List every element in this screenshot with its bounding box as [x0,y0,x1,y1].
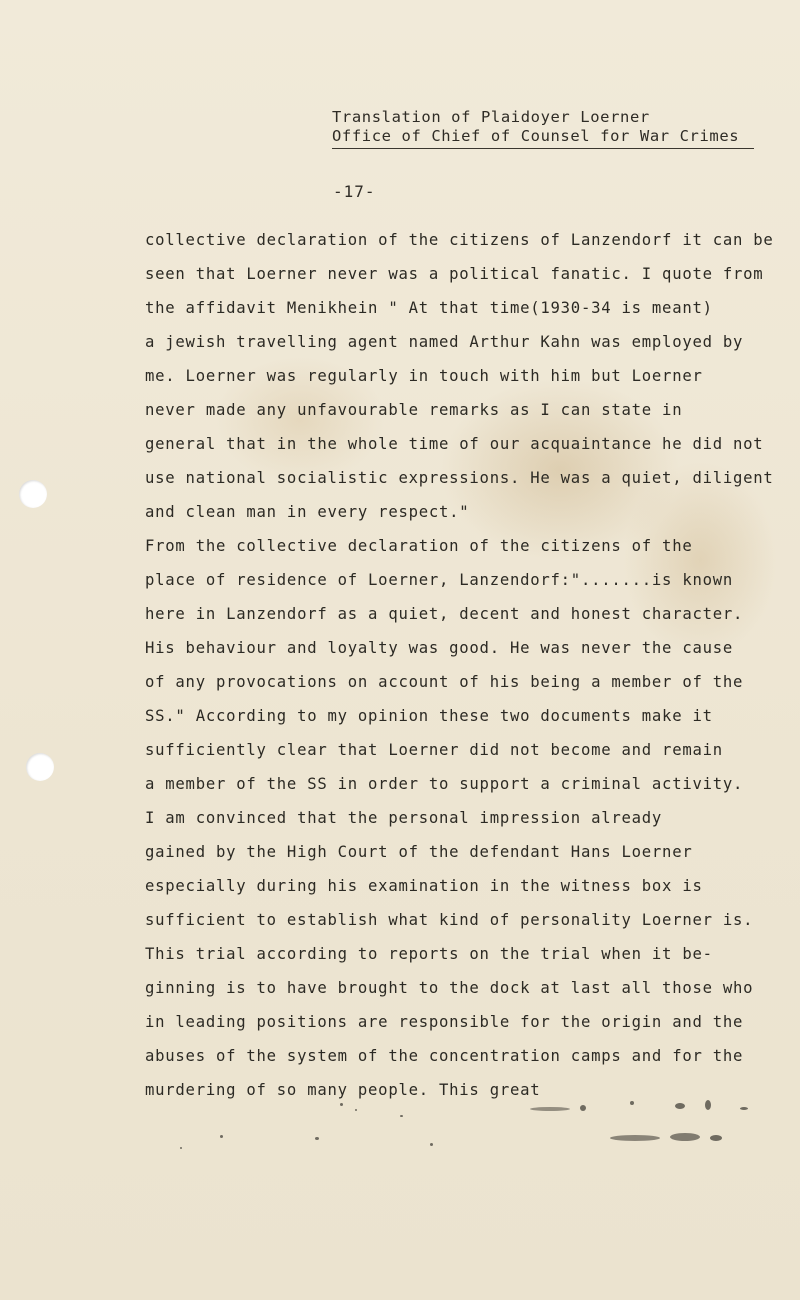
text-line: ginning is to have brought to the dock at last all those who [145,979,754,997]
document-header [332,108,754,149]
text-line: and clean man in every respect." [145,503,470,521]
header-underline [332,148,754,149]
text-line: a jewish travelling agent named Arthur Kahn was employed by [145,333,744,351]
text-line: sufficiently clear that Loerner did not become and remain [145,741,723,759]
text-line: From the collective declaration of the citizens of the [145,537,693,555]
text-line: the affidavit Menikhein " At that time(1930-34 is meant) [145,299,713,317]
punch-hole [19,480,47,508]
text-line: never made any unfavourable remarks as I can state in [145,401,683,419]
text-line: place of residence of Loerner, Lanzendorf:".......is known [145,571,734,589]
text-line: me. Loerner was regularly in touch with him but Loerner [145,367,703,385]
text-line: murdering of so many people. This great [145,1081,541,1099]
text-line: in leading positions are responsible for the origin and the [145,1013,744,1031]
text-line: a member of the SS in order to support a criminal activity. [145,775,744,793]
text-line: general that in the whole time of our acquaintance he did not [145,435,764,453]
body-text [145,223,785,1107]
text-line: This trial according to reports on the trial when it be- [145,945,713,963]
punch-hole [26,753,54,781]
page-number: -17- [333,182,376,201]
header-title: Translation of Plaidoyer Loerner [332,108,650,126]
text-line: SS." According to my opinion these two documents make it [145,707,713,725]
ink-residue [150,1095,770,1165]
text-line: collective declaration of the citizens of Lanzendorf it can be [145,231,774,249]
text-line: His behaviour and loyalty was good. He was never the cause [145,639,734,657]
text-line: I am convinced that the personal impression already [145,809,663,827]
text-line: use national socialistic expressions. He was a quiet, diligent [145,469,774,487]
text-line: here in Lanzendorf as a quiet, decent and honest character. [145,605,744,623]
text-line: sufficient to establish what kind of personality Loerner is. [145,911,754,929]
text-line: seen that Loerner never was a political fanatic. I quote from [145,265,764,283]
text-line: gained by the High Court of the defendant Hans Loerner [145,843,693,861]
header-office: Office of Chief of Counsel for War Crimes [332,127,740,145]
text-line: of any provocations on account of his being a member of the [145,673,744,691]
text-line: especially during his examination in the witness box is [145,877,703,895]
text-line: abuses of the system of the concentration camps and for the [145,1047,744,1065]
